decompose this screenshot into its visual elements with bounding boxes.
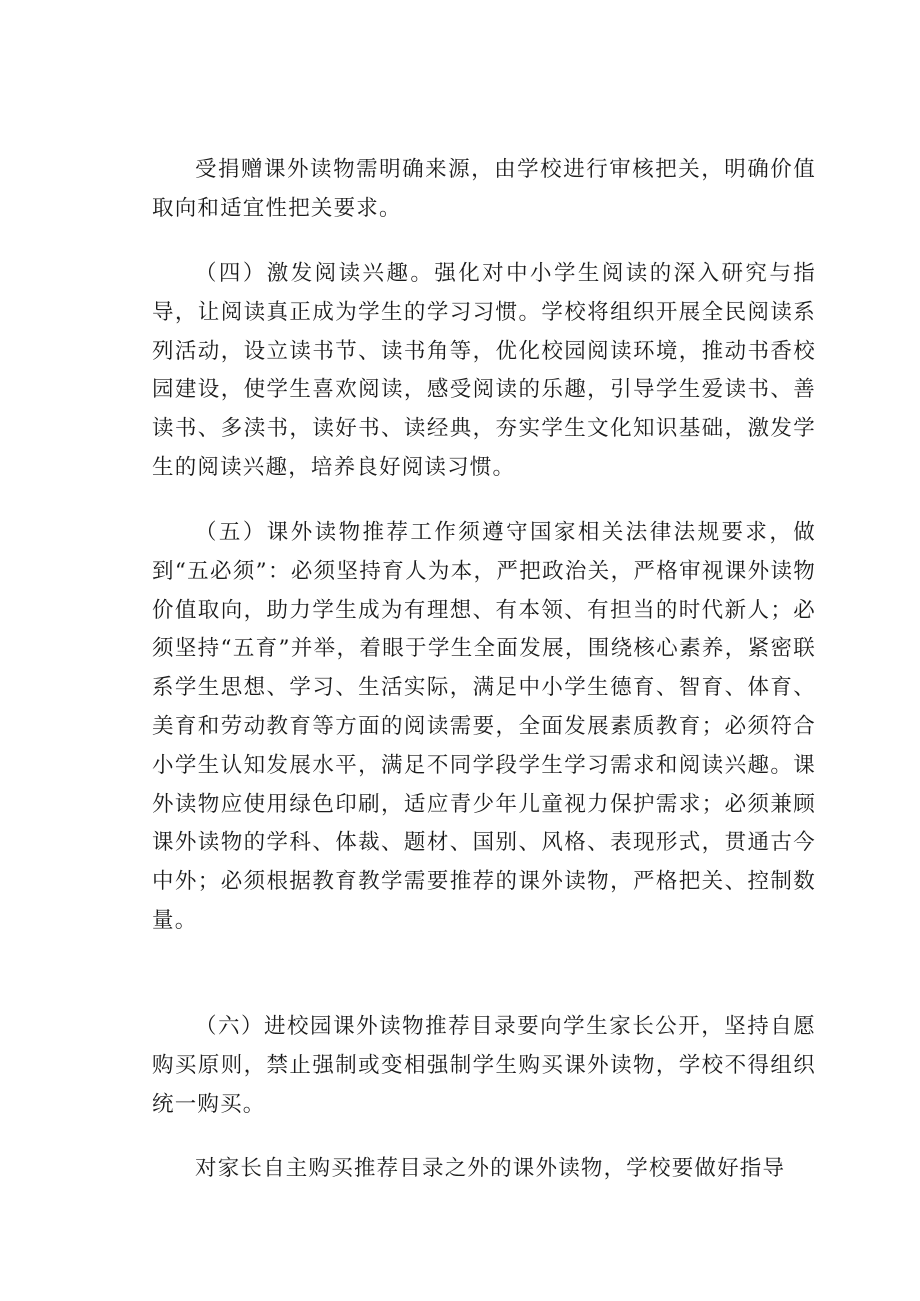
paragraph-catalog-public: （六）进校园课外读物推荐目录要向学生家长公开，坚持自愿购买原则，禁止强制或变相强制学生购买课外读物，学校不得组织统一购买。 xyxy=(152,1014,816,1117)
paragraph-parent-guidance: 对家长自主购买推荐目录之外的课外读物，学校要做好指导 xyxy=(195,1156,786,1181)
paragraph-donation-review: 受捐赠课外读物需明确来源，由学校进行审核把关，明确价值取向和适宜性把关要求。 xyxy=(152,157,816,221)
paragraph-reading-interest: （四）激发阅读兴趣。强化对中小学生阅读的深入研究与指导，让阅读真正成为学生的学习习惯。学校将组织开展全民阅读系列活动，设立读书节、读书角等，优化校园阅读环境，推动书香校园建设，使学生喜欢阅读，感受阅读的乐趣，引导学生爱读书、善读书、多渎书，读好书、读经典，夯实学生文化知识基础，激发学生的阅读兴趣，培养良好阅读习惯。 xyxy=(152,261,816,480)
paragraph-five-musts: （五）课外读物推荐工作须遵守国家相关法律法规要求，做到“五必须”：必须坚持育人为本，严把政治关，严格审视课外读物价值取向，助力学生成为有理想、有本领、有担当的时代新人；必须坚持“五育”并举，着眼于学生全面发展，围绕核心素养，紧密联系学生思想、学习、生活实际，满足中小学生德育、智育、体育、美育和劳动教育等方面的阅读需要，全面发展素质教育；必须符合小学生认知发展水平，满足不同学段学生学习需求和阅读兴趣。课外读物应使用绿色印刷，适应青少年儿童视力保护需求；必须兼顾课外读物的学科、体裁、题材、国别、风格、表现形式，贯通古今中外；必须根据教育教学需要推荐的课外读物，严格把关、控制数量。 xyxy=(152,520,816,933)
